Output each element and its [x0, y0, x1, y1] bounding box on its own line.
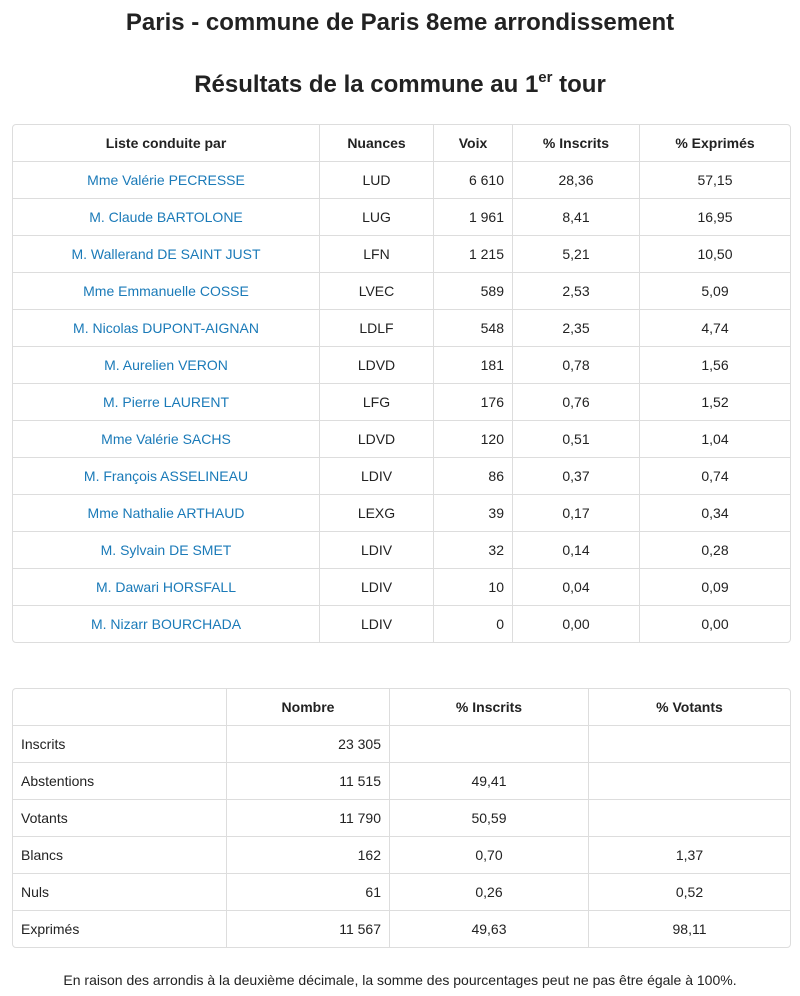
candidate-nuance: LUD [319, 161, 433, 198]
candidate-row [13, 309, 790, 346]
candidate-nuance: LDIV [319, 531, 433, 568]
candidate-row [13, 198, 790, 235]
column-header-pct-exprimes: % Exprimés [639, 125, 790, 161]
candidate-pct-inscrits: 2,53 [512, 272, 639, 309]
summary-label: Inscrits [13, 725, 226, 762]
column-header-pct-votants: % Votants [588, 689, 790, 725]
page-title: Paris - commune de Paris 8eme arrondissement [125, 9, 675, 36]
participation-summary-table [12, 688, 791, 948]
summary-nombre: 11 515 [226, 762, 389, 799]
candidate-pct-inscrits: 0,78 [512, 346, 639, 383]
candidate-row [13, 346, 790, 383]
candidate-name-link[interactable]: M. Aurelien VERON [13, 346, 319, 383]
candidate-pct-inscrits: 28,36 [512, 161, 639, 198]
candidate-votes: 181 [433, 346, 512, 383]
candidate-name-link[interactable]: M. François ASSELINEAU [13, 457, 319, 494]
candidate-pct-exprimes: 0,00 [639, 605, 790, 642]
summary-row [13, 873, 790, 910]
column-header-empty [13, 689, 226, 725]
candidate-votes: 589 [433, 272, 512, 309]
subtitle-suffix: tour [552, 71, 606, 98]
summary-pct-votants: 0,52 [588, 873, 790, 910]
summary-pct-inscrits: 0,26 [389, 873, 588, 910]
subtitle-superscript: er [538, 69, 553, 86]
candidate-name-link[interactable]: Mme Valérie PECRESSE [13, 161, 319, 198]
candidate-row [13, 272, 790, 309]
summary-pct-inscrits: 50,59 [389, 799, 588, 836]
candidate-pct-inscrits: 0,17 [512, 494, 639, 531]
summary-row [13, 836, 790, 873]
candidate-pct-exprimes: 0,28 [639, 531, 790, 568]
candidate-row [13, 235, 790, 272]
column-header-pct-inscrits: % Inscrits [512, 125, 639, 161]
summary-nombre: 162 [226, 836, 389, 873]
candidate-nuance: LEXG [319, 494, 433, 531]
candidate-pct-inscrits: 2,35 [512, 309, 639, 346]
candidate-row [13, 161, 790, 198]
candidate-row [13, 605, 790, 642]
candidate-pct-inscrits: 5,21 [512, 235, 639, 272]
candidate-row [13, 568, 790, 605]
summary-label: Votants [13, 799, 226, 836]
candidate-votes: 86 [433, 457, 512, 494]
column-header-nuances: Nuances [319, 125, 433, 161]
candidate-pct-exprimes: 0,74 [639, 457, 790, 494]
candidate-votes: 548 [433, 309, 512, 346]
candidate-pct-inscrits: 0,00 [512, 605, 639, 642]
candidate-pct-exprimes: 5,09 [639, 272, 790, 309]
candidate-votes: 39 [433, 494, 512, 531]
candidate-votes: 0 [433, 605, 512, 642]
candidate-row [13, 531, 790, 568]
summary-header-row [13, 689, 790, 725]
candidate-nuance: LDIV [319, 568, 433, 605]
candidate-name-link[interactable]: Mme Emmanuelle COSSE [13, 272, 319, 309]
candidate-pct-exprimes: 0,34 [639, 494, 790, 531]
candidate-nuance: LFN [319, 235, 433, 272]
summary-row [13, 762, 790, 799]
candidate-nuance: LDLF [319, 309, 433, 346]
summary-pct-inscrits: 0,70 [389, 836, 588, 873]
candidate-name-link[interactable]: M. Wallerand DE SAINT JUST [13, 235, 319, 272]
column-header-nombre: Nombre [226, 689, 389, 725]
summary-label: Blancs [13, 836, 226, 873]
summary-pct-votants [588, 762, 790, 799]
candidate-pct-inscrits: 0,14 [512, 531, 639, 568]
candidate-nuance: LDVD [319, 420, 433, 457]
summary-pct-inscrits [389, 725, 588, 762]
candidate-name-link[interactable]: M. Dawari HORSFALL [13, 568, 319, 605]
candidate-votes: 120 [433, 420, 512, 457]
candidate-row [13, 457, 790, 494]
candidate-nuance: LDIV [319, 457, 433, 494]
candidate-pct-exprimes: 10,50 [639, 235, 790, 272]
summary-nombre: 11 567 [226, 910, 389, 947]
summary-nombre: 23 305 [226, 725, 389, 762]
summary-pct-votants: 1,37 [588, 836, 790, 873]
summary-nombre: 11 790 [226, 799, 389, 836]
summary-row [13, 910, 790, 947]
candidate-pct-inscrits: 0,04 [512, 568, 639, 605]
summary-pct-votants [588, 725, 790, 762]
candidate-pct-inscrits: 0,37 [512, 457, 639, 494]
candidate-name-link[interactable]: M. Claude BARTOLONE [13, 198, 319, 235]
candidate-name-link[interactable]: M. Nicolas DUPONT-AIGNAN [13, 309, 319, 346]
candidates-results-table [12, 124, 791, 643]
candidate-pct-exprimes: 1,52 [639, 383, 790, 420]
subtitle-prefix: Résultats de la commune au 1 [194, 71, 539, 98]
summary-label: Abstentions [13, 762, 226, 799]
candidate-row [13, 494, 790, 531]
candidate-nuance: LUG [319, 198, 433, 235]
candidate-nuance: LDVD [319, 346, 433, 383]
candidate-pct-exprimes: 4,74 [639, 309, 790, 346]
column-header-liste: Liste conduite par [105, 135, 227, 151]
column-header-voix: Voix [433, 125, 512, 161]
results-subtitle [0, 70, 800, 100]
candidate-pct-inscrits: 0,76 [512, 383, 639, 420]
summary-row [13, 725, 790, 762]
candidate-pct-inscrits: 0,51 [512, 420, 639, 457]
summary-label: Exprimés [13, 910, 226, 947]
summary-pct-inscrits: 49,63 [389, 910, 588, 947]
candidate-pct-exprimes: 0,09 [639, 568, 790, 605]
candidate-pct-exprimes: 1,04 [639, 420, 790, 457]
candidate-row [13, 383, 790, 420]
candidate-pct-exprimes: 1,56 [639, 346, 790, 383]
candidate-row [13, 420, 790, 457]
candidate-nuance: LVEC [319, 272, 433, 309]
rounding-footnote: En raison des arrondis à la deuxième décimale, la somme des pourcentages peut ne pas être égale à 100%. [63, 972, 737, 988]
summary-pct-votants: 98,11 [588, 910, 790, 947]
candidate-name-link[interactable]: M. Nizarr BOURCHADA [13, 605, 319, 642]
candidate-votes: 32 [433, 531, 512, 568]
summary-pct-votants [588, 799, 790, 836]
candidate-pct-inscrits: 8,41 [512, 198, 639, 235]
summary-row [13, 799, 790, 836]
candidate-pct-exprimes: 57,15 [639, 161, 790, 198]
results-header-row [13, 125, 790, 161]
candidate-nuance: LDIV [319, 605, 433, 642]
candidate-votes: 176 [433, 383, 512, 420]
candidate-nuance: LFG [319, 383, 433, 420]
summary-pct-inscrits: 49,41 [389, 762, 588, 799]
candidate-votes: 6 610 [433, 161, 512, 198]
column-header-pct-inscrits: % Inscrits [389, 689, 588, 725]
summary-nombre: 61 [226, 873, 389, 910]
candidate-votes: 10 [433, 568, 512, 605]
candidate-votes: 1 215 [433, 235, 512, 272]
summary-label: Nuls [13, 873, 226, 910]
candidate-pct-exprimes: 16,95 [639, 198, 790, 235]
candidate-name-link[interactable]: M. Pierre LAURENT [13, 383, 319, 420]
candidate-name-link[interactable]: M. Sylvain DE SMET [13, 531, 319, 568]
candidate-name-link[interactable]: Mme Valérie SACHS [13, 420, 319, 457]
candidate-name-link[interactable]: Mme Nathalie ARTHAUD [13, 494, 319, 531]
candidate-votes: 1 961 [433, 198, 512, 235]
